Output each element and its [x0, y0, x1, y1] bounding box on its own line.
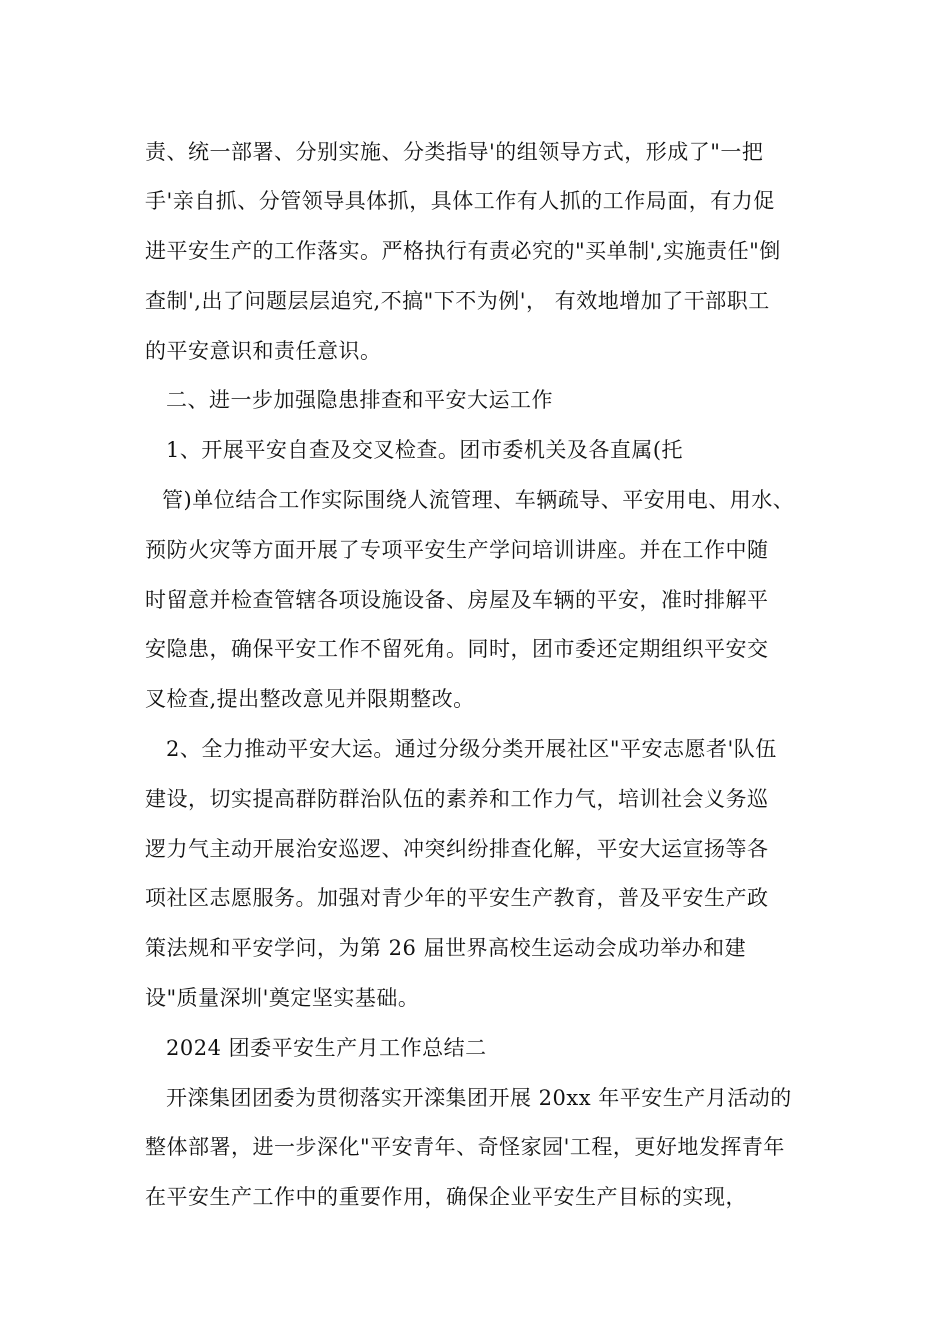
paragraph-line: 叉检查,提出整改意见并限期整改。: [145, 687, 475, 711]
paragraph-line: 在平安生产工作中的重要作用，确保企业平安生产目标的实现，: [145, 1185, 747, 1209]
paragraph-line: 建设，切实提高群防群治队伍的素养和工作力气，培训社会义务巡: [145, 787, 769, 811]
paragraph-line: 策法规和平安学问，为第 26 届世界高校生运动会成功举办和建: [145, 936, 747, 960]
paragraph-line: 责、统一部署、分别实施、分类指导'的组领导方式，形成了"一把: [145, 140, 764, 164]
paragraph-line: 1、开展平安自查及交叉检查。团市委机关及各直属(托: [166, 438, 684, 462]
section-heading: 2024 团委平安生产月工作总结二: [166, 1036, 487, 1060]
paragraph-line: 设"质量深圳'奠定坚实基础。: [145, 986, 420, 1010]
paragraph-line: 进平安生产的工作落实。严格执行有责必究的"买单制',实施责任"倒: [145, 239, 781, 263]
paragraph-line: 管)单位结合工作实际围绕人流管理、车辆疏导、平安用电、用水、: [162, 488, 795, 512]
paragraph-line: 安隐患，确保平安工作不留死角。同时，团市委还定期组织平安交: [145, 637, 769, 661]
paragraph-line: 查制',出了问题层层追究,不搞"下不为例'， 有效地增加了干部职工: [145, 289, 770, 313]
paragraph-line: 逻力气主动开展治安巡逻、冲突纠纷排查化解，平安大运宣扬等各: [145, 837, 769, 861]
paragraph-line: 手'亲自抓、分管领导具体抓，具体工作有人抓的工作局面，有力促: [145, 189, 775, 213]
paragraph-line: 预防火灾等方面开展了专项平安生产学问培训讲座。并在工作中随: [145, 538, 769, 562]
paragraph-line: 时留意并检查管辖各项设施设备、房屋及车辆的平安，准时排解平: [145, 588, 769, 612]
paragraph-line: 的平安意识和责任意识。: [145, 339, 382, 363]
paragraph-line: 开滦集团团委为贯彻落实开滦集团开展 20xx 年平安生产月活动的: [166, 1086, 792, 1110]
paragraph-line: 项社区志愿服务。加强对青少年的平安生产教育，普及平安生产政: [145, 886, 769, 910]
paragraph-line: 整体部署，进一步深化"平安青年、奇怪家园'工程，更好地发挥青年: [145, 1135, 785, 1159]
section-heading: 二、进一步加强隐患排查和平安大运工作: [166, 388, 553, 412]
paragraph-line: 2、全力推动平安大运。通过分级分类开展社区"平安志愿者'队伍: [166, 737, 777, 761]
